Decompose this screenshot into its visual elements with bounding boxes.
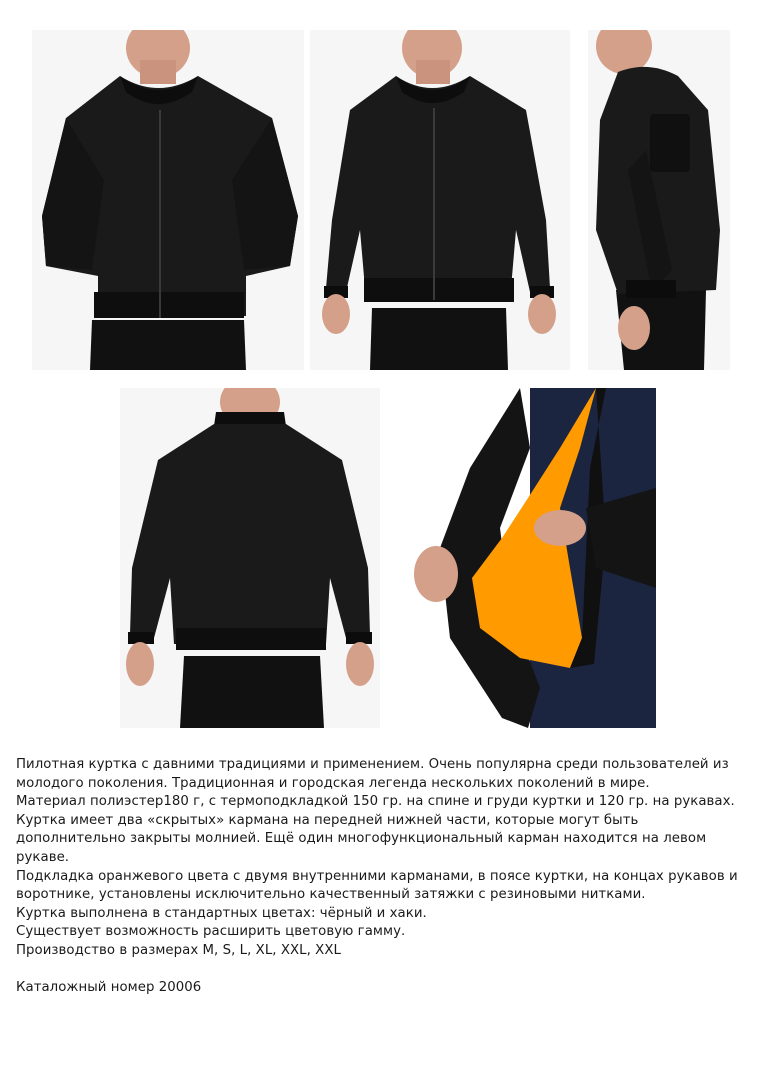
description-sizes-paragraph: Производство в размерах M, S, L, XL, XXL, XXL <box>16 942 341 958</box>
jacket-orange-lining-photo <box>410 388 656 728</box>
jacket-side-photo-icon <box>588 30 730 370</box>
jacket-back-photo-icon <box>120 388 380 728</box>
description-colors-paragraph: Куртка выполнена в стандартных цветах: чёрный и хаки. <box>16 905 427 921</box>
product-description <box>16 756 751 998</box>
description-color-range-paragraph: Существует возможность расширить цветовую гамму. <box>16 924 406 940</box>
jacket-side-profile-photo <box>588 30 730 370</box>
jacket-front-hands-in-pockets-photo <box>32 30 304 370</box>
jacket-front-arms-down-photo <box>310 30 570 370</box>
catalog-number: Каталожный номер 20006 <box>16 980 202 996</box>
description-material-paragraph: Материал полиэстер180 г, с термоподкладкой 150 гр. на спине и груди куртки и 120 гр. на рукавах. Куртка имеет два «скрытых» кармана на передней нижней части, которые могут быть дополнительно закрыты молнией. Ещё один многофункциональный карман находится на левом рукаве. <box>16 794 735 865</box>
jacket-lining-photo-icon <box>410 388 656 728</box>
jacket-back-view-photo <box>120 388 380 728</box>
description-intro-paragraph: Пилотная куртка с давними традициями и применением. Очень популярна среди пользователей из молодого поколения. Традиционная и городская легенда нескольких поколений в мире. <box>16 757 729 791</box>
jacket-front-photo-icon <box>32 30 304 370</box>
description-lining-paragraph: Подкладка оранжевого цвета с двумя внутренними карманами, в поясе куртки, на концах рукавов и воротнике, установлены исключительно качественный затяжки с резиновыми нитками. <box>16 868 738 903</box>
jacket-front-photo-icon <box>310 30 570 370</box>
